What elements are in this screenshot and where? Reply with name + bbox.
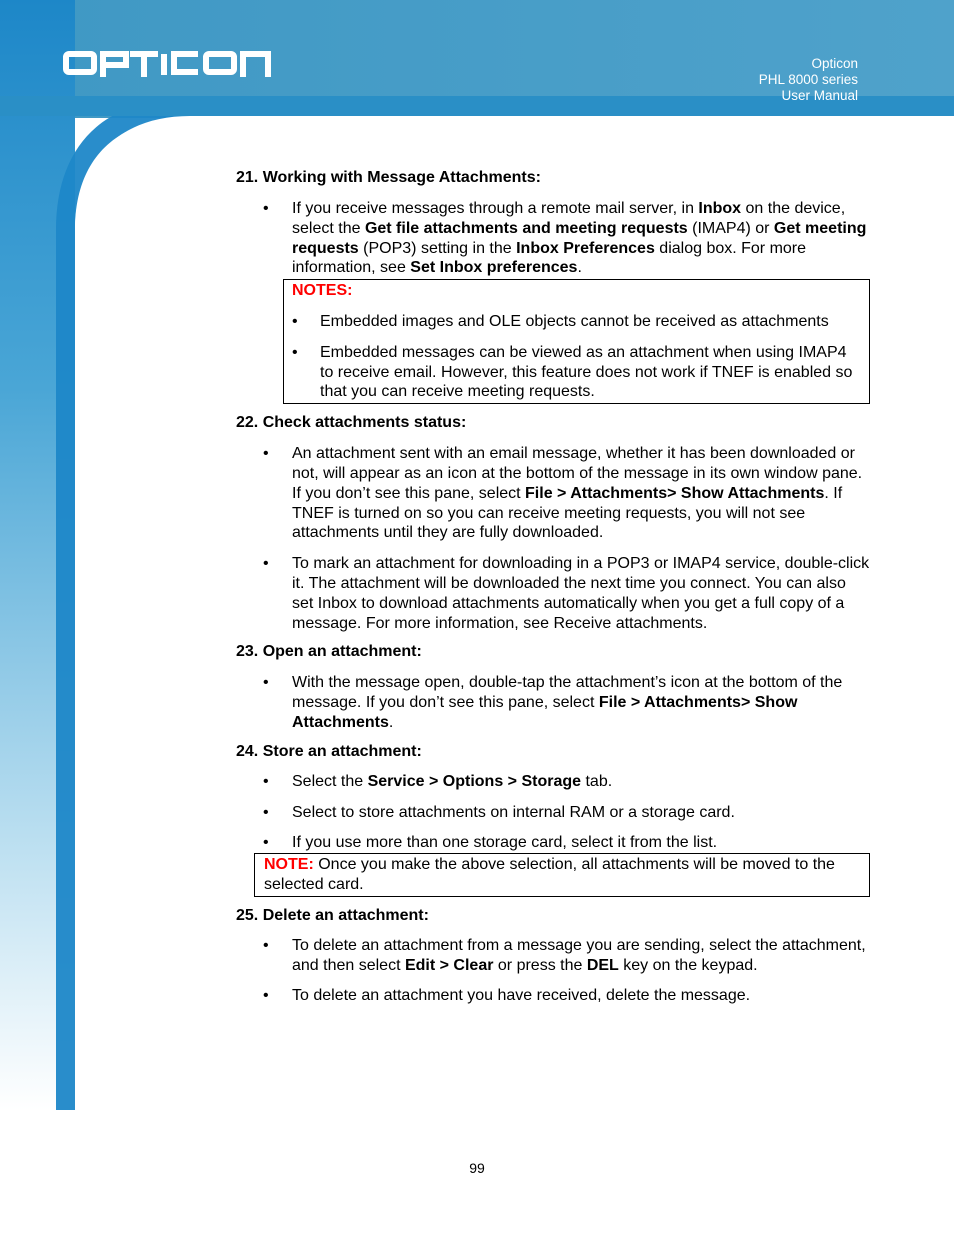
section-23-list	[236, 673, 870, 732]
section-25-list	[236, 936, 870, 1006]
section-24-list	[236, 772, 870, 853]
list-item: • If you receive messages through a remote mail server, in Inbox on the device, select the Get file attachments and meeting requests (IMAP4) or Get meeting requests (POP3) setting in the Inbox Preferences dialog box. For more information, see Set Inbox preferences.	[236, 199, 870, 278]
bold-term: Set Inbox preferences	[410, 259, 578, 277]
section-22-heading: 22. Check attachments status:	[236, 414, 467, 432]
bold-term: Get file attachments and meeting requests	[364, 219, 688, 237]
section-21-list	[236, 199, 870, 278]
header-manual: User Manual	[781, 88, 858, 103]
notes-list	[292, 312, 861, 402]
bold-term: Edit > Clear	[404, 956, 494, 974]
section-23-heading: 23. Open an attachment:	[236, 643, 422, 661]
page-number: 99	[469, 1160, 485, 1176]
bold-term: Get meeting requests	[292, 219, 867, 257]
list-item: • If you use more than one storage card, select it from the list.	[236, 833, 870, 853]
bold-term: Inbox	[698, 200, 742, 217]
section-21-heading: 21. Working with Message Attachments:	[236, 169, 541, 186]
notes-label: NOTES:	[292, 282, 353, 300]
header-company: Opticon	[811, 56, 858, 71]
list-item: • Select the Service > Options > Storage tab.	[236, 772, 870, 792]
note-box	[254, 853, 870, 897]
list-item: • With the message open, double-tap the attachment’s icon at the bottom of the message. If you don’t see this pane, select File > Attachments> Show Attachments.	[236, 673, 870, 732]
list-item: • Embedded images and OLE objects cannot be received as attachments	[292, 312, 861, 332]
section-24-heading: 24. Store an attachment:	[236, 742, 422, 760]
bold-term: File > Attachments> Show Attachments	[525, 484, 825, 502]
notes-box	[283, 279, 870, 404]
bold-term: Inbox Preferences	[516, 239, 655, 257]
list-item: • To delete an attachment you have received, delete the message.	[236, 986, 870, 1006]
bold-term: Service > Options > Storage	[367, 772, 582, 790]
list-item: • Select to store attachments on internal RAM or a storage card.	[236, 803, 870, 823]
bold-term: File > Attachments> Show Attachments	[292, 694, 798, 731]
opticon-logo	[62, 50, 294, 80]
list-item: • Embedded messages can be viewed as an attachment when using IMAP4 to receive email. However, this feature does not work if TNEF is enabled so that you can receive meeting requests.	[292, 343, 861, 402]
manual-content	[236, 168, 870, 1006]
list-item: • To mark an attachment for downloading in a POP3 or IMAP4 service, double-click it. The attachment will be downloaded the next time you connect. You can also set Inbox to download attachments automatically when you get a full copy of a message. For more information, see Receive attachments.	[236, 554, 870, 633]
section-25-heading: 25. Delete an attachment:	[236, 906, 429, 924]
note-text: Once you make the above selection, all attachments will be moved to the selected card.	[264, 856, 835, 893]
list-item: • An attachment sent with an email message, whether it has been downloaded or not, will appear as an icon at the bottom of the message in its own window pane. If you don’t see this pane, select File > Attachments> Show Attachments. If TNEF is turned on so you can receive meeting requests, you will not see attachments until they are fully downloaded.	[236, 444, 870, 543]
bold-term: DEL	[586, 956, 619, 974]
header-series: PHL 8000 series	[758, 72, 858, 87]
header-doc-info	[759, 56, 858, 104]
note-label: NOTE:	[264, 856, 314, 874]
list-item: • To delete an attachment from a message you are sending, select the attachment, and then select Edit > Clear or press the DEL key on the keypad.	[236, 936, 870, 976]
section-22-list	[236, 444, 870, 633]
